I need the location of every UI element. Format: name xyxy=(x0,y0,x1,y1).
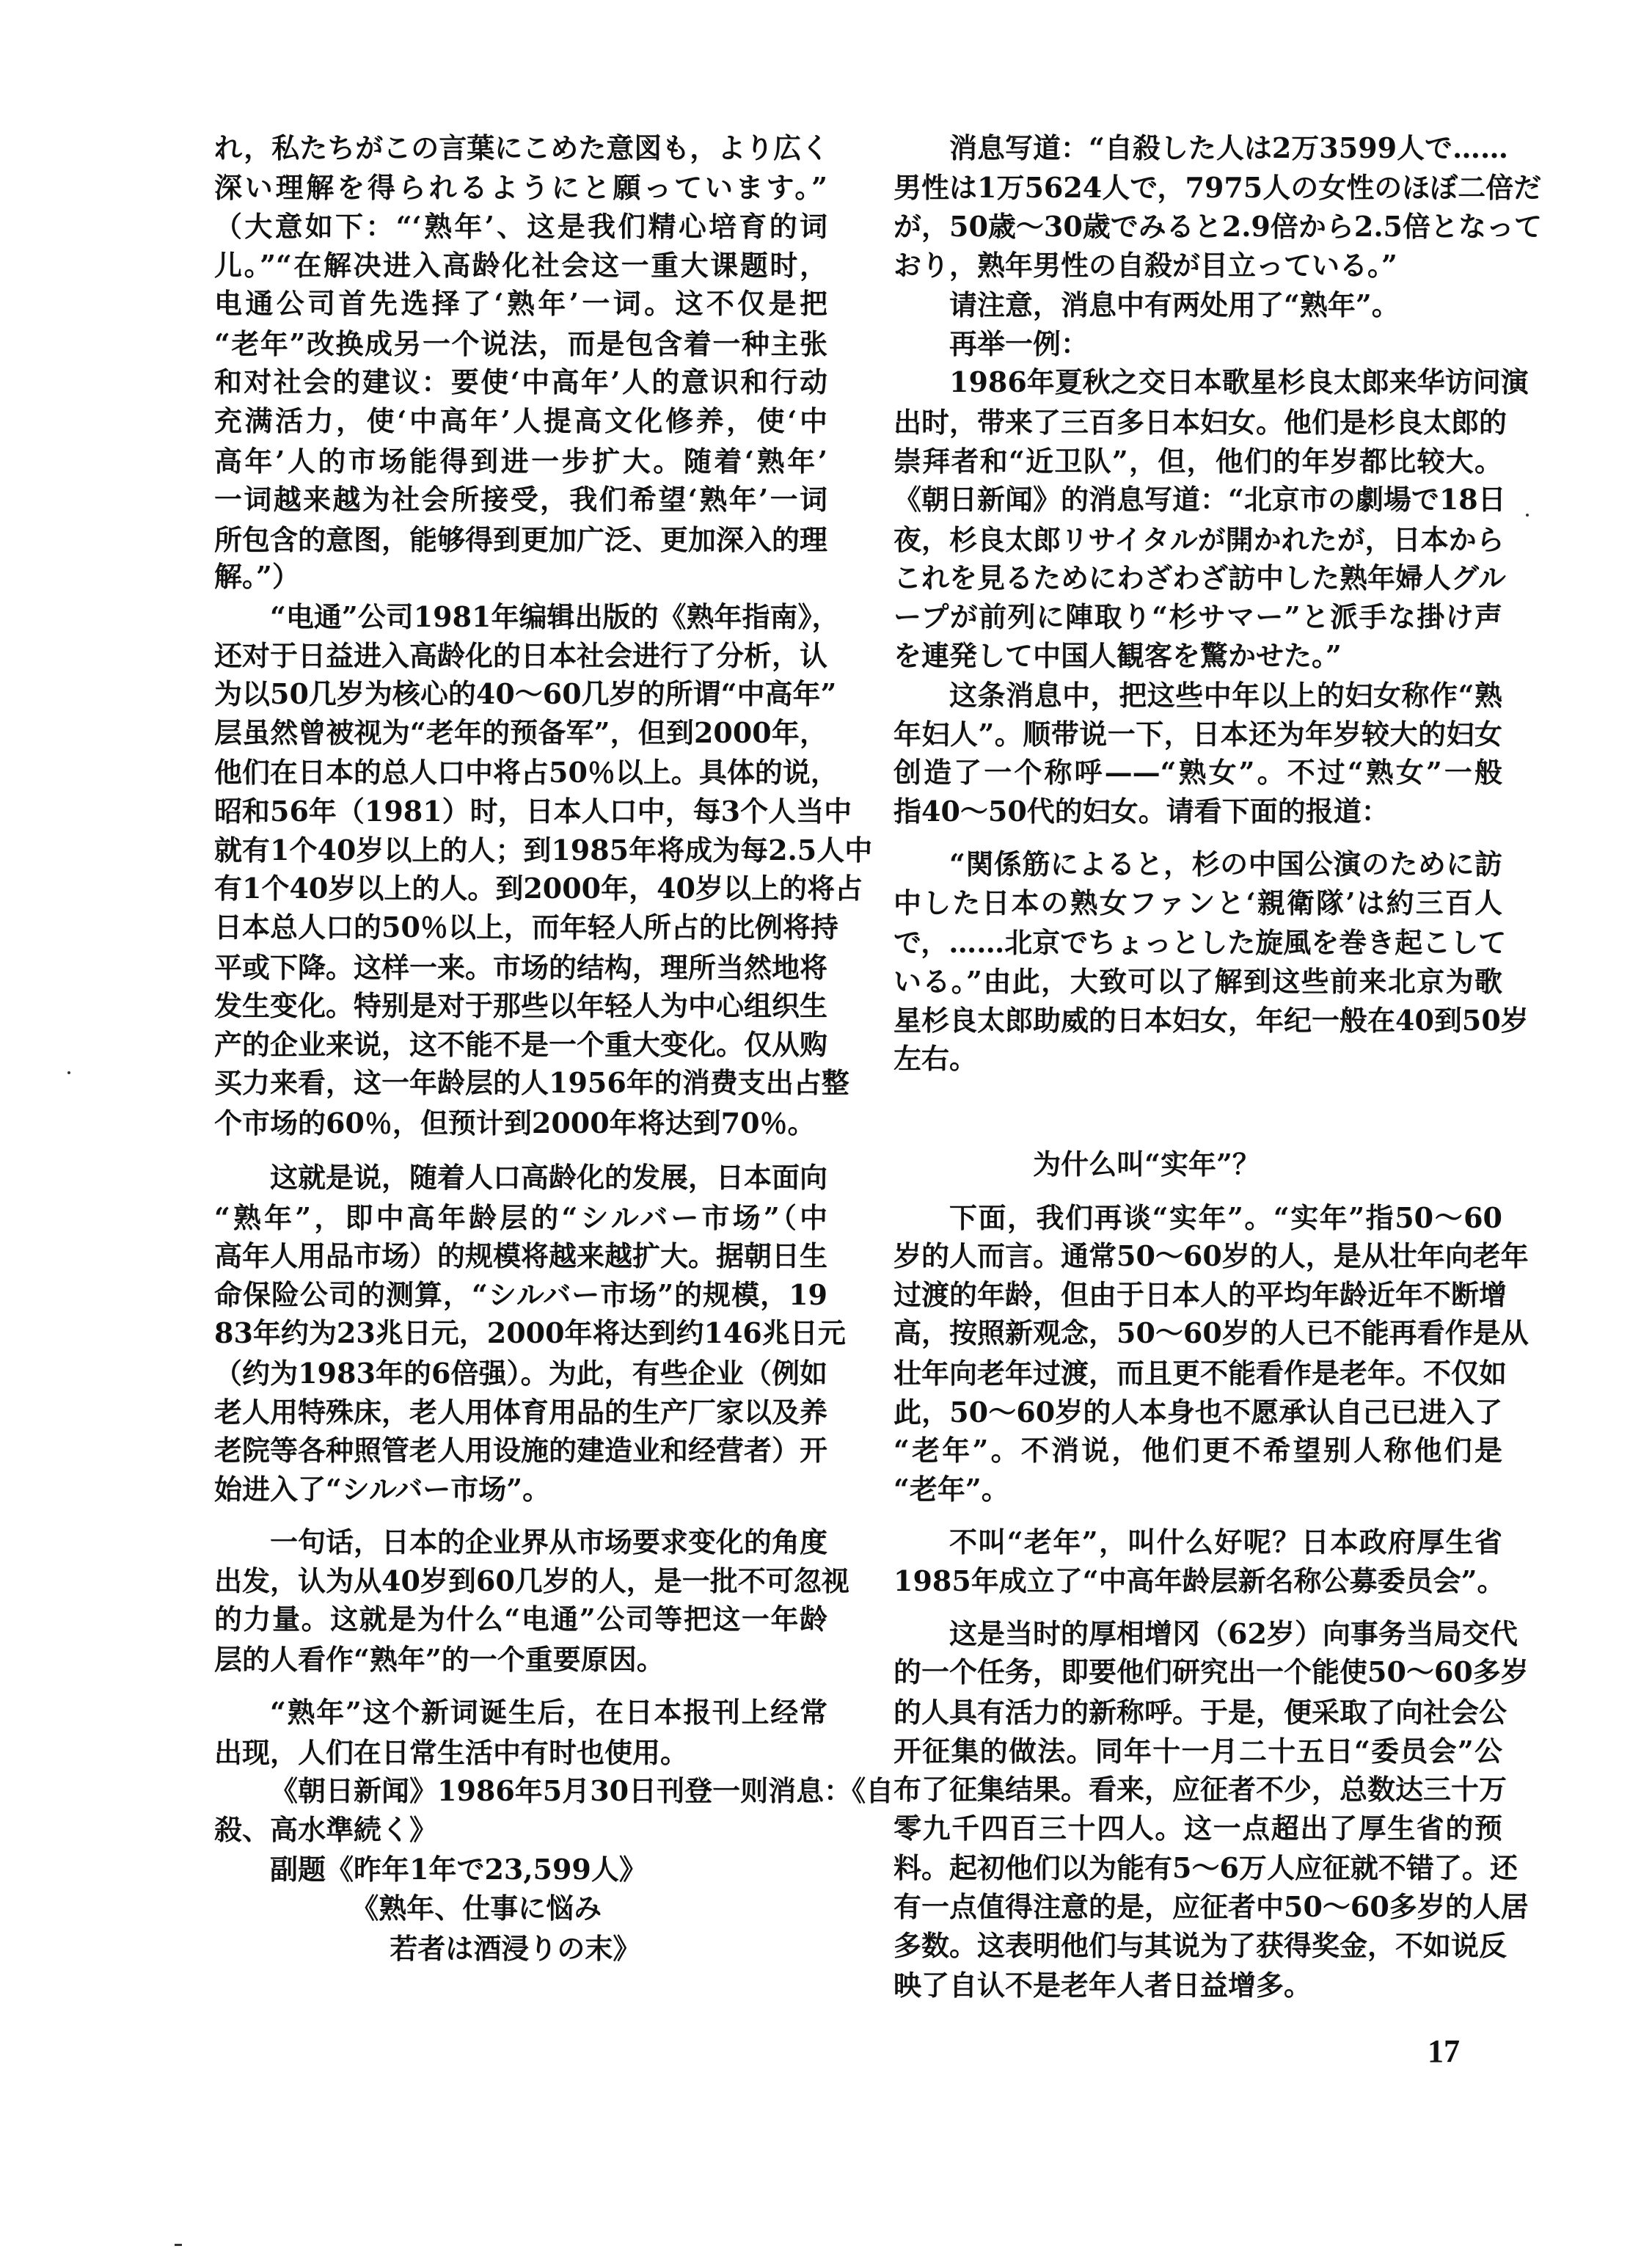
text-line: 昭和56年（1981）时，日本人口中，每3个人当中 xyxy=(214,795,852,828)
text-line: 有1个40岁以上的人。到2000年，40岁以上的将占 xyxy=(214,872,863,905)
text-line: 再举一例： xyxy=(949,327,1089,360)
text-line: 此，50～60岁的人本身也不愿承认自己已进入了 xyxy=(893,1396,1502,1429)
text-line: 创造了一个称呼——“熟女”。不过“熟女”一般 xyxy=(893,756,1502,789)
text-line: 消息写道：“自殺した人は2万3599人で…… xyxy=(949,131,1509,164)
text-line: 个市场的60％，但预计到2000年将达到70％。 xyxy=(214,1106,816,1140)
scan-speck xyxy=(67,1071,70,1074)
page-number: 17 xyxy=(1428,2033,1460,2069)
text-line: 左右。 xyxy=(893,1042,978,1075)
text-line: 出时，带来了三百多日本妇女。他们是杉良太郎的 xyxy=(893,406,1507,439)
text-line: 日本总人口的50％以上，而年轻人所占的比例将持 xyxy=(214,911,838,944)
text-line: 解。”） xyxy=(214,560,300,593)
text-line: 1985年成立了“中高年龄层新名称公募委员会”。 xyxy=(893,1564,1505,1597)
text-line: 过渡的年龄，但由于日本人的平均年龄近年不断增 xyxy=(893,1278,1507,1311)
text-line: 命保险公司的测算，“シルバー市场”的规模，19 xyxy=(214,1278,827,1311)
text-line: 星杉良太郎助威的日本妇女，年纪一般在40到50岁 xyxy=(893,1004,1529,1037)
left-column xyxy=(214,0,894,2268)
text-line: これを見るためにわざわざ訪中した熟年婦人グル xyxy=(893,561,1506,594)
text-line: いる。”由此，大致可以了解到这些前来北京为歌 xyxy=(893,965,1502,998)
text-line: 1986年夏秋之交日本歌星杉良太郎来华访问演 xyxy=(949,365,1529,398)
text-line: 一句话，日本的企业界从市场要求变化的角度 xyxy=(270,1525,828,1558)
text-line: 《朝日新闻》1986年5月30日刊登一则消息：《自 xyxy=(270,1774,894,1807)
text-line: 为以50几岁为核心的40～60几岁的所谓“中高年” xyxy=(214,677,837,710)
text-line: 和对社会的建议：要使‘中高年’人的意识和行动 xyxy=(214,365,827,398)
text-line: 83年约为23兆日元，2000年将达到约146兆日元 xyxy=(214,1316,846,1349)
text-line: 殺、高水準続く》 xyxy=(214,1813,438,1846)
text-line: 买力来看，这一年龄层的人1956年的消费支出占整 xyxy=(214,1066,849,1099)
text-line: 男性は1万5624人で，7975人の女性のほぼ二倍だ xyxy=(893,171,1542,204)
text-line: “电通”公司1981年编辑出版的《熟年指南》， xyxy=(270,600,840,633)
text-line: 始进入了“シルバー市场”。 xyxy=(214,1473,551,1506)
text-line: 一词越来越为社会所接受，我们希望‘熟年’一词 xyxy=(214,483,827,516)
text-line: 年妇人”。顺带说一下，日本还为年岁较大的妇女 xyxy=(893,718,1502,751)
text-line: 层的人看作“熟年”的一个重要原因。 xyxy=(214,1643,665,1676)
text-line: 有一点值得注意的是，应征者中50～60多岁的人居 xyxy=(893,1890,1529,1923)
text-line: ープが前列に陣取り“杉サマー”と派手な掛け声 xyxy=(893,600,1502,633)
text-line: 的人具有活力的新称呼。于是，便采取了向社会公 xyxy=(893,1696,1507,1729)
text-line: “熟年”这个新词诞生后，在日本报刊上经常 xyxy=(270,1696,827,1729)
text-line: 这就是说，随着人口高龄化的发展，日本面向 xyxy=(270,1161,828,1194)
text-line: 若者は酒浸りの末》 xyxy=(390,1932,641,1965)
text-line: 高年人用品市场）的规模将越来越扩大。据朝日生 xyxy=(214,1239,828,1272)
text-line: “関係筋によると，杉の中国公演のために訪 xyxy=(949,847,1502,880)
text-line: 这条消息中，把这些中年以上的妇女称作“熟 xyxy=(949,679,1502,712)
text-line: 崇拜者和“近卫队”，但，他们的年岁都比较大。 xyxy=(893,445,1502,478)
text-line: 平或下降。这样一来。市场的结构，理所当然地将 xyxy=(214,951,828,984)
text-line: 《熟年、仕事に悩み xyxy=(351,1892,602,1925)
text-line: 料。起初他们以为能有5～6万人应征就不错了。还 xyxy=(893,1851,1518,1884)
text-line: 零九千四百三十四人。这一点超出了厚生省的预 xyxy=(893,1812,1502,1845)
text-line: 电通公司首先选择了‘熟年’一词。这不仅是把 xyxy=(214,287,827,320)
text-line: 映了自认不是老年人者日益增多。 xyxy=(893,1969,1312,2002)
text-line: 这是当时的厚相增冈（62岁）向事务当局交代 xyxy=(949,1617,1518,1650)
text-line: 充满活力，使‘中高年’人提高文化修养，使‘中 xyxy=(214,404,827,437)
text-line: 壮年向老年过渡，而且更不能看作是老年。不仅如 xyxy=(893,1357,1507,1390)
text-line: （约为1983年的6倍强）。为此，有些企业（例如 xyxy=(214,1357,827,1390)
text-line: 就有1个40岁以上的人；到1985年将成为每2.5人中 xyxy=(214,834,873,867)
text-line: 产的企业来说，这不能不是一个重大变化。仅从购 xyxy=(214,1028,828,1061)
text-line: で，……北京でちょっとした旋風を巻き起こして xyxy=(893,926,1507,959)
text-line: れ，私たちがこの言葉にこめた意図も，より広く xyxy=(214,131,830,164)
text-line: 岁的人而言。通常50～60岁的人，是从壮年向老年 xyxy=(893,1239,1529,1272)
text-line: 出发，认为从40岁到60几岁的人，是一批不可忽视 xyxy=(214,1564,849,1597)
text-line: 的力量。这就是为什么“电通”公司等把这一年龄 xyxy=(214,1602,827,1636)
text-line: 老院等各种照管老人用设施的建造业和经营者）开 xyxy=(214,1434,828,1467)
text-line: 请注意，消息中有两处用了“熟年”。 xyxy=(949,288,1400,321)
text-line: 深い理解を得られるようにと願っています。” xyxy=(214,171,827,204)
text-line: （大意如下：“‘熟年’、这是我们精心培育的词 xyxy=(214,210,827,243)
text-line: 所包含的意图，能够得到更加广泛、更加深入的理 xyxy=(214,523,828,556)
text-line: 中した日本の熟女ファンと‘親衛隊’は約三百人 xyxy=(893,886,1502,919)
text-line: “熟年”，即中高年龄层的“シルバー市场”（中 xyxy=(214,1201,827,1234)
text-line: 还对于日益进入高龄化的日本社会进行了分析，认 xyxy=(214,639,828,672)
text-line: 发生变化。特别是对于那些以年轻人为中心组织生 xyxy=(214,989,828,1022)
text-line: 下面，我们再谈“实年”。“实年”指50～60 xyxy=(949,1201,1502,1234)
text-line: “老年”。 xyxy=(893,1473,1009,1506)
text-line: 副题《昨年1年で23,599人》 xyxy=(270,1853,647,1886)
right-column xyxy=(893,0,1542,2268)
text-line: 多数。这表明他们与其说为了获得奖金，不如说反 xyxy=(893,1929,1507,1962)
text-line: 指40～50代的妇女。请看下面的报道： xyxy=(893,795,1389,828)
text-line: 布了征集结果。看来，应征者不少，总数达三十万 xyxy=(893,1773,1507,1806)
text-line: “老年”。不消说，他们更不希望别人称他们是 xyxy=(893,1434,1502,1467)
text-line: 儿。”“在解决进入高龄化社会这一重大课题时， xyxy=(214,249,827,282)
text-line: 的一个任务，即要他们研究出一个能使50～60多岁 xyxy=(893,1655,1529,1688)
text-line: 不叫“老年”，叫什么好呢？日本政府厚生省 xyxy=(949,1525,1502,1558)
text-line: 《朝日新闻》的消息写道：“北京市の劇場で18日 xyxy=(893,483,1506,516)
section-heading: 为什么叫“实年”？ xyxy=(1033,1148,1260,1181)
text-line: が，50歳～30歳でみると2.9倍から2.5倍となって xyxy=(893,210,1542,243)
text-line: 他们在日本的总人口中将占50％以上。具体的说， xyxy=(214,756,838,789)
text-line: 层虽然曾被视为“老年的预备军”，但到2000年， xyxy=(214,716,827,749)
text-line: 夜，杉良太郎リサイタルが開かれたが，日本から xyxy=(893,523,1505,556)
text-line: を連発して中国人観客を驚かせた。” xyxy=(893,639,1342,672)
text-line: 出现，人们在日常生活中有时也使用。 xyxy=(214,1736,689,1769)
text-line: 开征集的做法。同年十一月二十五日“委员会”公 xyxy=(893,1735,1502,1768)
text-line: 老人用特殊床，老人用体育用品的生产厂家以及养 xyxy=(214,1396,828,1429)
text-line: おり，熟年男性の自殺が目立っている。” xyxy=(893,249,1397,282)
scan-speck xyxy=(175,2244,182,2246)
text-line: “老年”改换成另一个说法，而是包含着一种主张 xyxy=(214,327,827,360)
scan-speck xyxy=(1526,514,1529,517)
text-line: 高，按照新观念，50～60岁的人已不能再看作是从 xyxy=(893,1316,1529,1349)
text-line: 高年’人的市场能得到进一步扩大。随着‘熟年’ xyxy=(214,445,827,478)
